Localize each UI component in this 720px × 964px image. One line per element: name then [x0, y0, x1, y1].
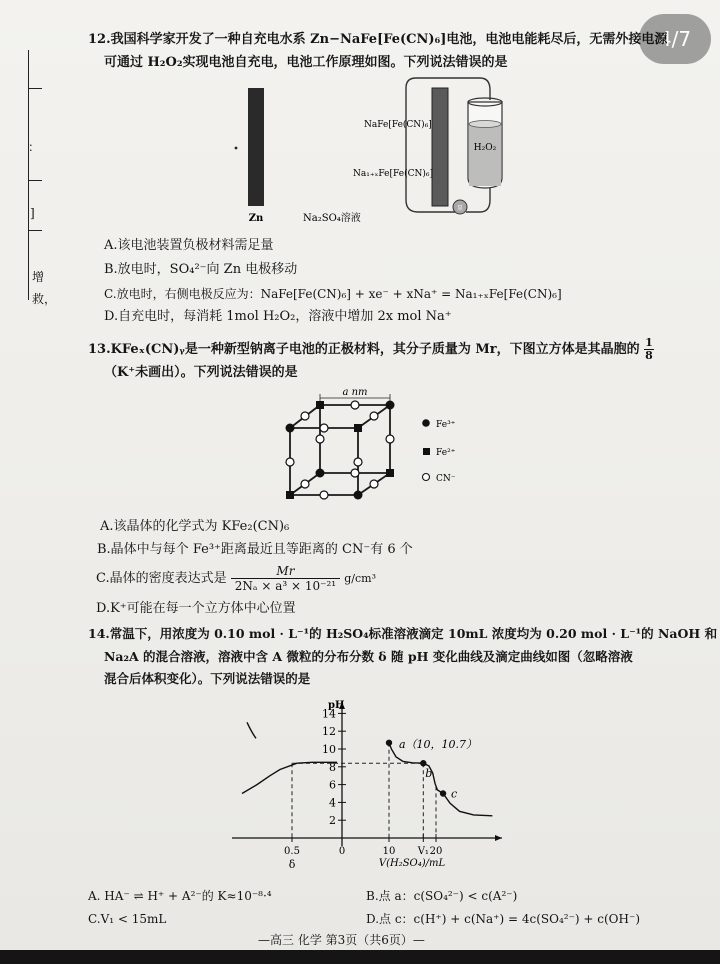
q12-option-a: A.该电池装置负极材料需足量 [104, 238, 274, 253]
tank-liquid [469, 124, 501, 186]
battery-diagram [0, 0, 720, 250]
zn-label: Zn [248, 213, 264, 224]
legend-fe3-label: Fe³⁺ [436, 420, 456, 430]
point-a [386, 740, 392, 746]
side-mark: 增 [32, 270, 45, 284]
q12-option-d: D.自充电时，每消耗 1mol H₂O₂，溶液中增加 2x mol Na⁺ [104, 309, 452, 324]
chart-guide-lines [292, 743, 436, 838]
y-tick-label: 2 [329, 814, 336, 828]
q12-stem-line2: 可通过 H₂O₂实现电池自充电，电池工作原理如图。下列说法错误的是 [104, 55, 508, 70]
y-tick-label: 12 [322, 725, 336, 739]
point-b [420, 760, 426, 766]
top-electrode-label: NaFe[Fe(CN)₆] [364, 120, 432, 130]
q13-stem-line2: （K⁺未画出）。下列说法错误的是 [104, 365, 298, 380]
chart-labels [284, 700, 477, 871]
q14-stem-line1: 14.常温下，用浓度为 0.10 mol · L⁻¹的 H₂SO₄标准溶液滴定 10mL 浓度均为 0.20 mol · L⁻¹的 NaOH 和 [88, 626, 718, 641]
delta-label: δ [288, 858, 296, 871]
zn-electrode [248, 88, 264, 206]
q13-option-a: A.该晶体的化学式为 KFe₂(CN)₆ [100, 519, 290, 534]
density-fraction [231, 564, 340, 593]
electrolyte-label: Na₂SO₄溶液 [303, 213, 361, 224]
point-b-label: b [425, 767, 433, 781]
fraction-denominator: 8 [645, 349, 653, 362]
x-axis-arrow [495, 835, 502, 841]
y-axis-label: pH [328, 700, 345, 711]
x-tick-label: 0 [338, 846, 346, 857]
q14-stem-line3: 混合后体积变化）。下列说法错误的是 [104, 671, 311, 686]
ph-titration-chart [0, 690, 720, 880]
page-indicator-badge[interactable]: 4/7 [639, 14, 711, 64]
density-denominator: 2Nₐ × a³ × 10⁻²¹ [234, 579, 337, 593]
q12-option-b: B.放电时，SO₄²⁻向 Zn 电极移动 [104, 262, 298, 277]
y-tick-label: 10 [322, 743, 336, 756]
legend-cn-icon [423, 474, 430, 481]
x-tick-label: 10 [382, 846, 396, 857]
point-a-label: a（10，10.7） [399, 737, 478, 751]
delta-curve-upper [247, 722, 256, 738]
side-mark: 救， [32, 292, 57, 306]
legend-fe3-icon [422, 419, 430, 427]
y-tick-label: 6 [329, 778, 336, 792]
q14-stem-line2: Na₂A 的混合溶液，溶液中含 A 微粒的分布分数 δ 随 pH 变化曲线及滴定曲线如图（忽略溶液 [104, 649, 633, 664]
page-footer: —高三 化学 第3页（共6页）— [258, 933, 425, 947]
y-tick-label: 14 [322, 707, 336, 721]
q13-option-d: D.K⁺可能在每一个立方体中心位置 [96, 601, 296, 616]
titration-curve [389, 743, 492, 816]
q13-stem-text: 13.KFeₓ(CN)ᵧ是一种新型钠离子电池的正极材料，其分子质量为 Mr，下图立方体是其晶胞的 [88, 342, 640, 357]
pump-label: 泵 [456, 205, 464, 212]
q12-option-c: C.放电时，右侧电极反应为：NaFe[Fe(CN)₆] + xe⁻ + xNa⁺ = Na₁₊ₓFe[Fe(CN)₆] [104, 287, 562, 301]
x-tick-label: V₁ [417, 846, 429, 857]
y-tick-label: 4 [329, 796, 336, 810]
x-axis-label: V(H₂SO₄)/mL [378, 858, 446, 869]
x-tick-label: 0.5 [284, 846, 300, 857]
q13-option-c [96, 562, 376, 596]
right-electrode [432, 88, 448, 206]
bottom-electrode-label: Na₁₊ₓFe[Fe(CN)₆] [353, 169, 433, 179]
chart-curves [242, 722, 492, 816]
bottom-bar [0, 950, 720, 964]
point-c [440, 790, 446, 796]
q13-stem-line1 [88, 337, 654, 362]
delta-curve [242, 762, 337, 793]
point-c-label: c [451, 787, 458, 801]
q13-option-b: B.晶体中与每个 Fe³⁺距离最近且等距离的 CN⁻有 6 个 [97, 542, 413, 557]
q14-option-c: C.V₁ < 15mL [88, 912, 167, 926]
legend-cn-label: CN⁻ [436, 474, 456, 484]
crystal-cell-diagram [0, 380, 720, 515]
cn-ligands [286, 401, 394, 499]
dot-mark [235, 147, 238, 150]
side-mark: ] [30, 206, 35, 220]
edge-length-label: a nm [342, 387, 368, 398]
legend-fe2-icon [423, 448, 430, 455]
fraction-numerator: 1 [645, 336, 653, 349]
q14-option-a: A. HA⁻ ⇌ H⁺ + A²⁻的 K≈10⁻⁸·⁴ [88, 889, 272, 903]
pipe-bottom-right [466, 186, 490, 212]
density-unit: g/cm³ [344, 572, 376, 585]
q14-option-b: B.点 a：c(SO₄²⁻) < c(A²⁻) [366, 889, 518, 903]
liquid-surface [469, 121, 501, 128]
side-mark: ： [28, 140, 41, 154]
q14-option-d: D.点 c：c(H⁺) + c(Na⁺) = 4c(SO₄²⁻) + c(OH⁻) [366, 912, 641, 926]
tank-label: H₂O₂ [473, 143, 497, 153]
legend-fe2-label: Fe²⁺ [436, 448, 456, 458]
option-c-text: C.晶体的密度表达式是 [96, 571, 227, 586]
x-tick-label: 20 [429, 846, 443, 857]
y-tick-label: 8 [329, 760, 336, 774]
density-numerator: Mr [231, 564, 340, 579]
q12-stem-line1: 12.我国科学家开发了一种自充电水系 Zn−NaFe[Fe(CN)₆]电池，电池电能耗尽后，无需外接电源 [88, 32, 668, 47]
one-eighth-fraction [644, 337, 654, 362]
